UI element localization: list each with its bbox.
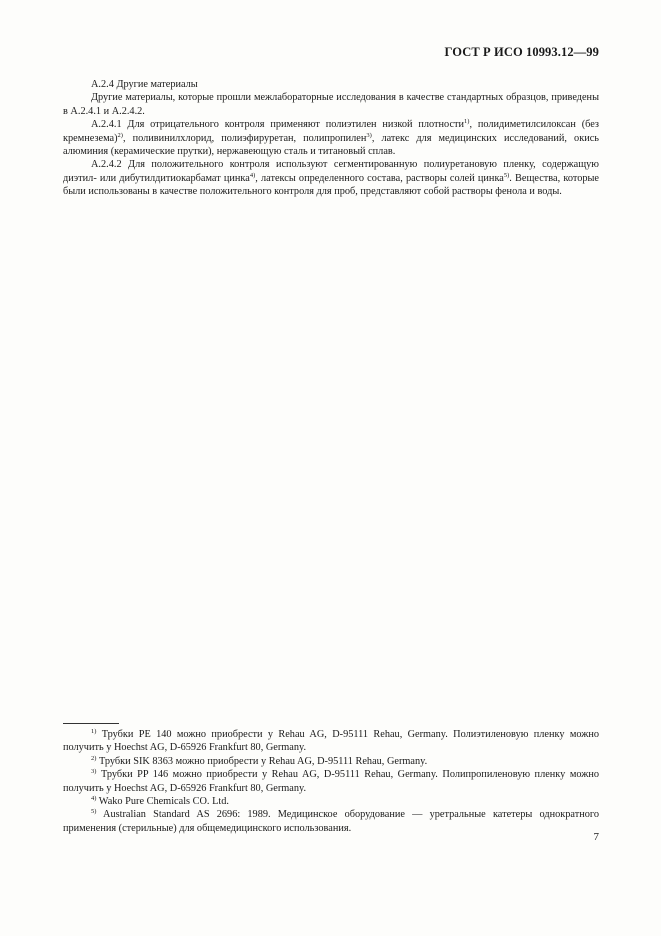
intro-paragraph: Другие материалы, которые прошли межлабораторные исследования в качестве стандартных образцов, приведены в А.2.4.1 и А.2.4.2. (63, 92, 599, 117)
document-header: ГОСТ Р ИСО 10993.12—99 (444, 45, 599, 59)
body-text (63, 78, 599, 199)
footnote-ref-4: 4) (249, 171, 256, 179)
footnote-1: $^{1)}$ Трубки PE 140 можно приобрести у Rehau AG, D-95111 Rehau, Germany. Полиэтиленовую пленку можно получить у Hoechst AG, D-65926 Frankfurt 80, Germany. (63, 728, 599, 754)
footnote-ref-3: 3) (366, 131, 372, 139)
footnote-ref-5: 5) (503, 171, 510, 179)
paragraph-a241: А.2.4.1 Для отрицательного контроля применяют полиэтилен низкой плотности$^{1)}$, полидиметилсилоксан (без кремнезема)$^{2)}$, поливинилхлорид, полиэфируретан, полипропилен$^{3)}$, латекс для медицинских исследований, окись алюминия (керамические прутки), нержавеющую сталь и титановый сплав. (63, 118, 599, 158)
footnotes (63, 728, 599, 835)
footnote-divider (63, 723, 119, 724)
section-heading: А.2.4 Другие материалы (91, 79, 198, 90)
footnote-2: $^{2)}$ Трубки SIK 8363 можно приобрести у Rehau AG, D-95111 Rehau, Germany. (91, 754, 428, 767)
footnote-5: $^{5)}$ Australian Standard AS 2696: 1989. Медицинское оборудование — уретральные катетеры однократного применения (стерильные) для общемедицинского использования. (63, 808, 599, 834)
paragraph-a242: А.2.4.2 Для положительного контроля используют сегментированную полиуретановую пленку, содержащую диэтил- или дибутилдитиокарбамат цинка$^{4)}$, латексы определенного состава, растворы солей цинка$^{5)}$. Вещества, которые были использованы в качестве положительного контроля для проб, представляют собой растворы фенола и воды. (63, 159, 599, 198)
page-number: 7 (593, 831, 599, 843)
footnote-ref-2: 2) (117, 131, 123, 139)
footnote-ref-1: 1) (464, 118, 470, 126)
footnote-3: $^{3)}$ Трубки PP 146 можно приобрести у Rehau AG, D-95111 Rehau, Germany. Полипропиленовую пленку можно получить у Hoechst AG, D-65926 Frankfurt 80, Germany. (63, 768, 599, 794)
footnote-4: $^{4)}$ Wako Pure Chemicals CO. Ltd. (91, 795, 229, 808)
